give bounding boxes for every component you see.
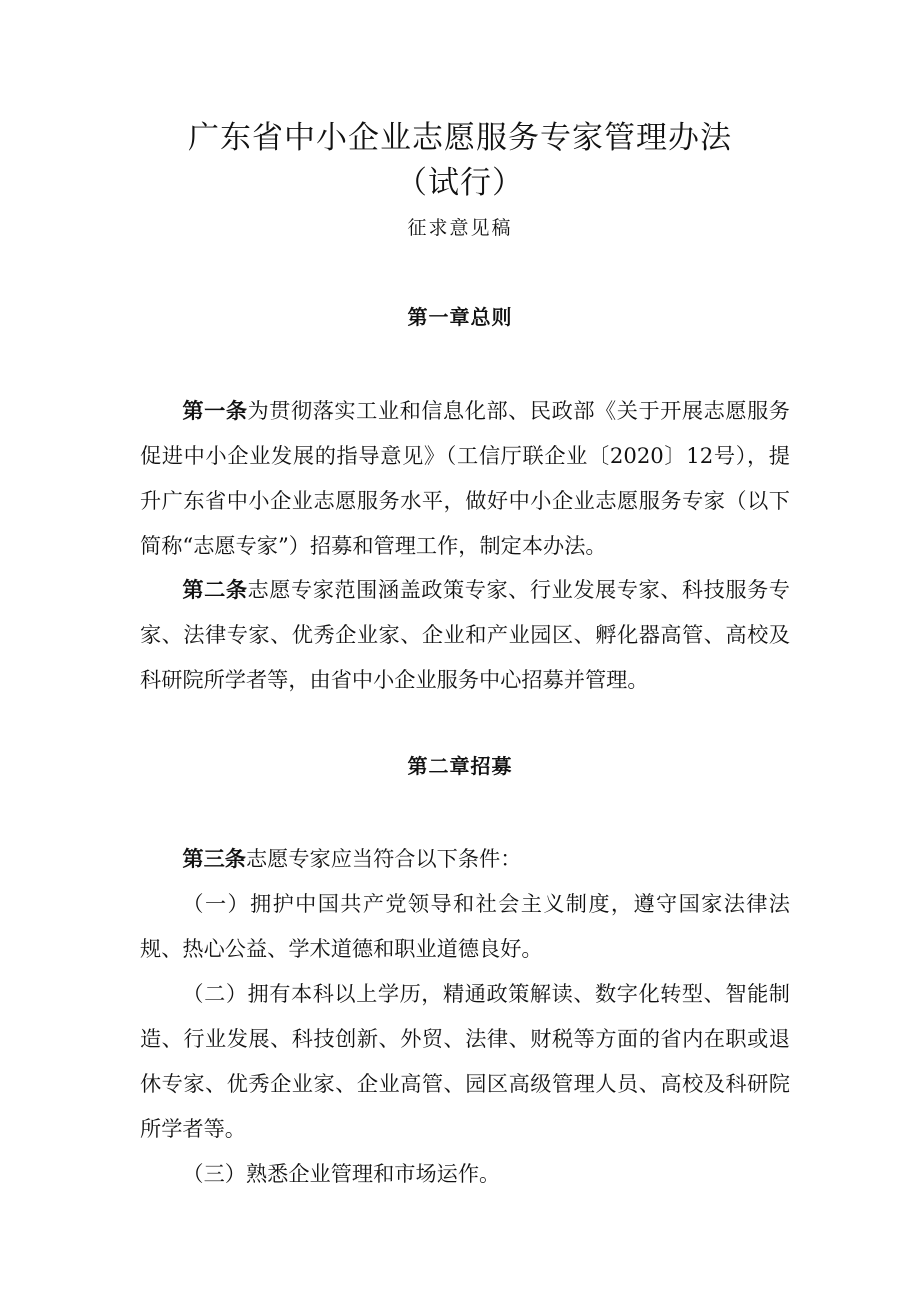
article-text: 志愿专家范围涵盖政策专家、行业发展专家、科技服务专家、法律专家、优秀企业家、企业和产业园区、孵化器高管、高校及科研院所学者等，由省中小企业服务中心招募并管理。 — [140, 577, 790, 692]
list-item: （二）拥有本科以上学历，精通政策解读、数字化转型、智能制造、行业发展、科技创新、外贸、法律、财税等方面的省内在职或退休专家、优秀企业家、企业高管、园区高级管理人员、高校及科研院所学者等。 — [140, 981, 790, 1141]
article-text: 志愿专家应当符合以下条件： — [245, 846, 522, 871]
article-text: 为贯彻落实工业和信息化部、民政部《关于开展志愿服务促进中小企业发展的指导意见》（工信厅联企业〔2020〕12号），提升广东省中小企业志愿服务水平，做好中小企业志愿服务专家（以下简称“志愿专家”）招募和管理工作，制定本办法。 — [140, 398, 790, 558]
list-item: （一）拥护中国共产党领导和社会主义制度，遵守国家法律法规、热心公益、学术道德和职业道德良好。 — [140, 891, 790, 961]
article-label: 第一条 — [182, 398, 248, 423]
article-label: 第二条 — [182, 577, 248, 602]
chapter-heading: 第二章招募 — [407, 754, 513, 778]
document-title: 广东省中小企业志愿服务专家管理办法 — [188, 120, 732, 156]
article-label: 第三条 — [182, 846, 246, 871]
document-title-suffix: （试行） — [396, 165, 524, 201]
article-paragraph — [140, 388, 790, 568]
article-paragraph — [140, 836, 790, 881]
chapter-heading: 第一章总则 — [407, 305, 513, 329]
document-subtitle: 征求意见稿 — [407, 217, 513, 239]
list-item: （三）熟悉企业管理和市场运作。 — [182, 1161, 501, 1186]
article-paragraph — [140, 567, 790, 702]
